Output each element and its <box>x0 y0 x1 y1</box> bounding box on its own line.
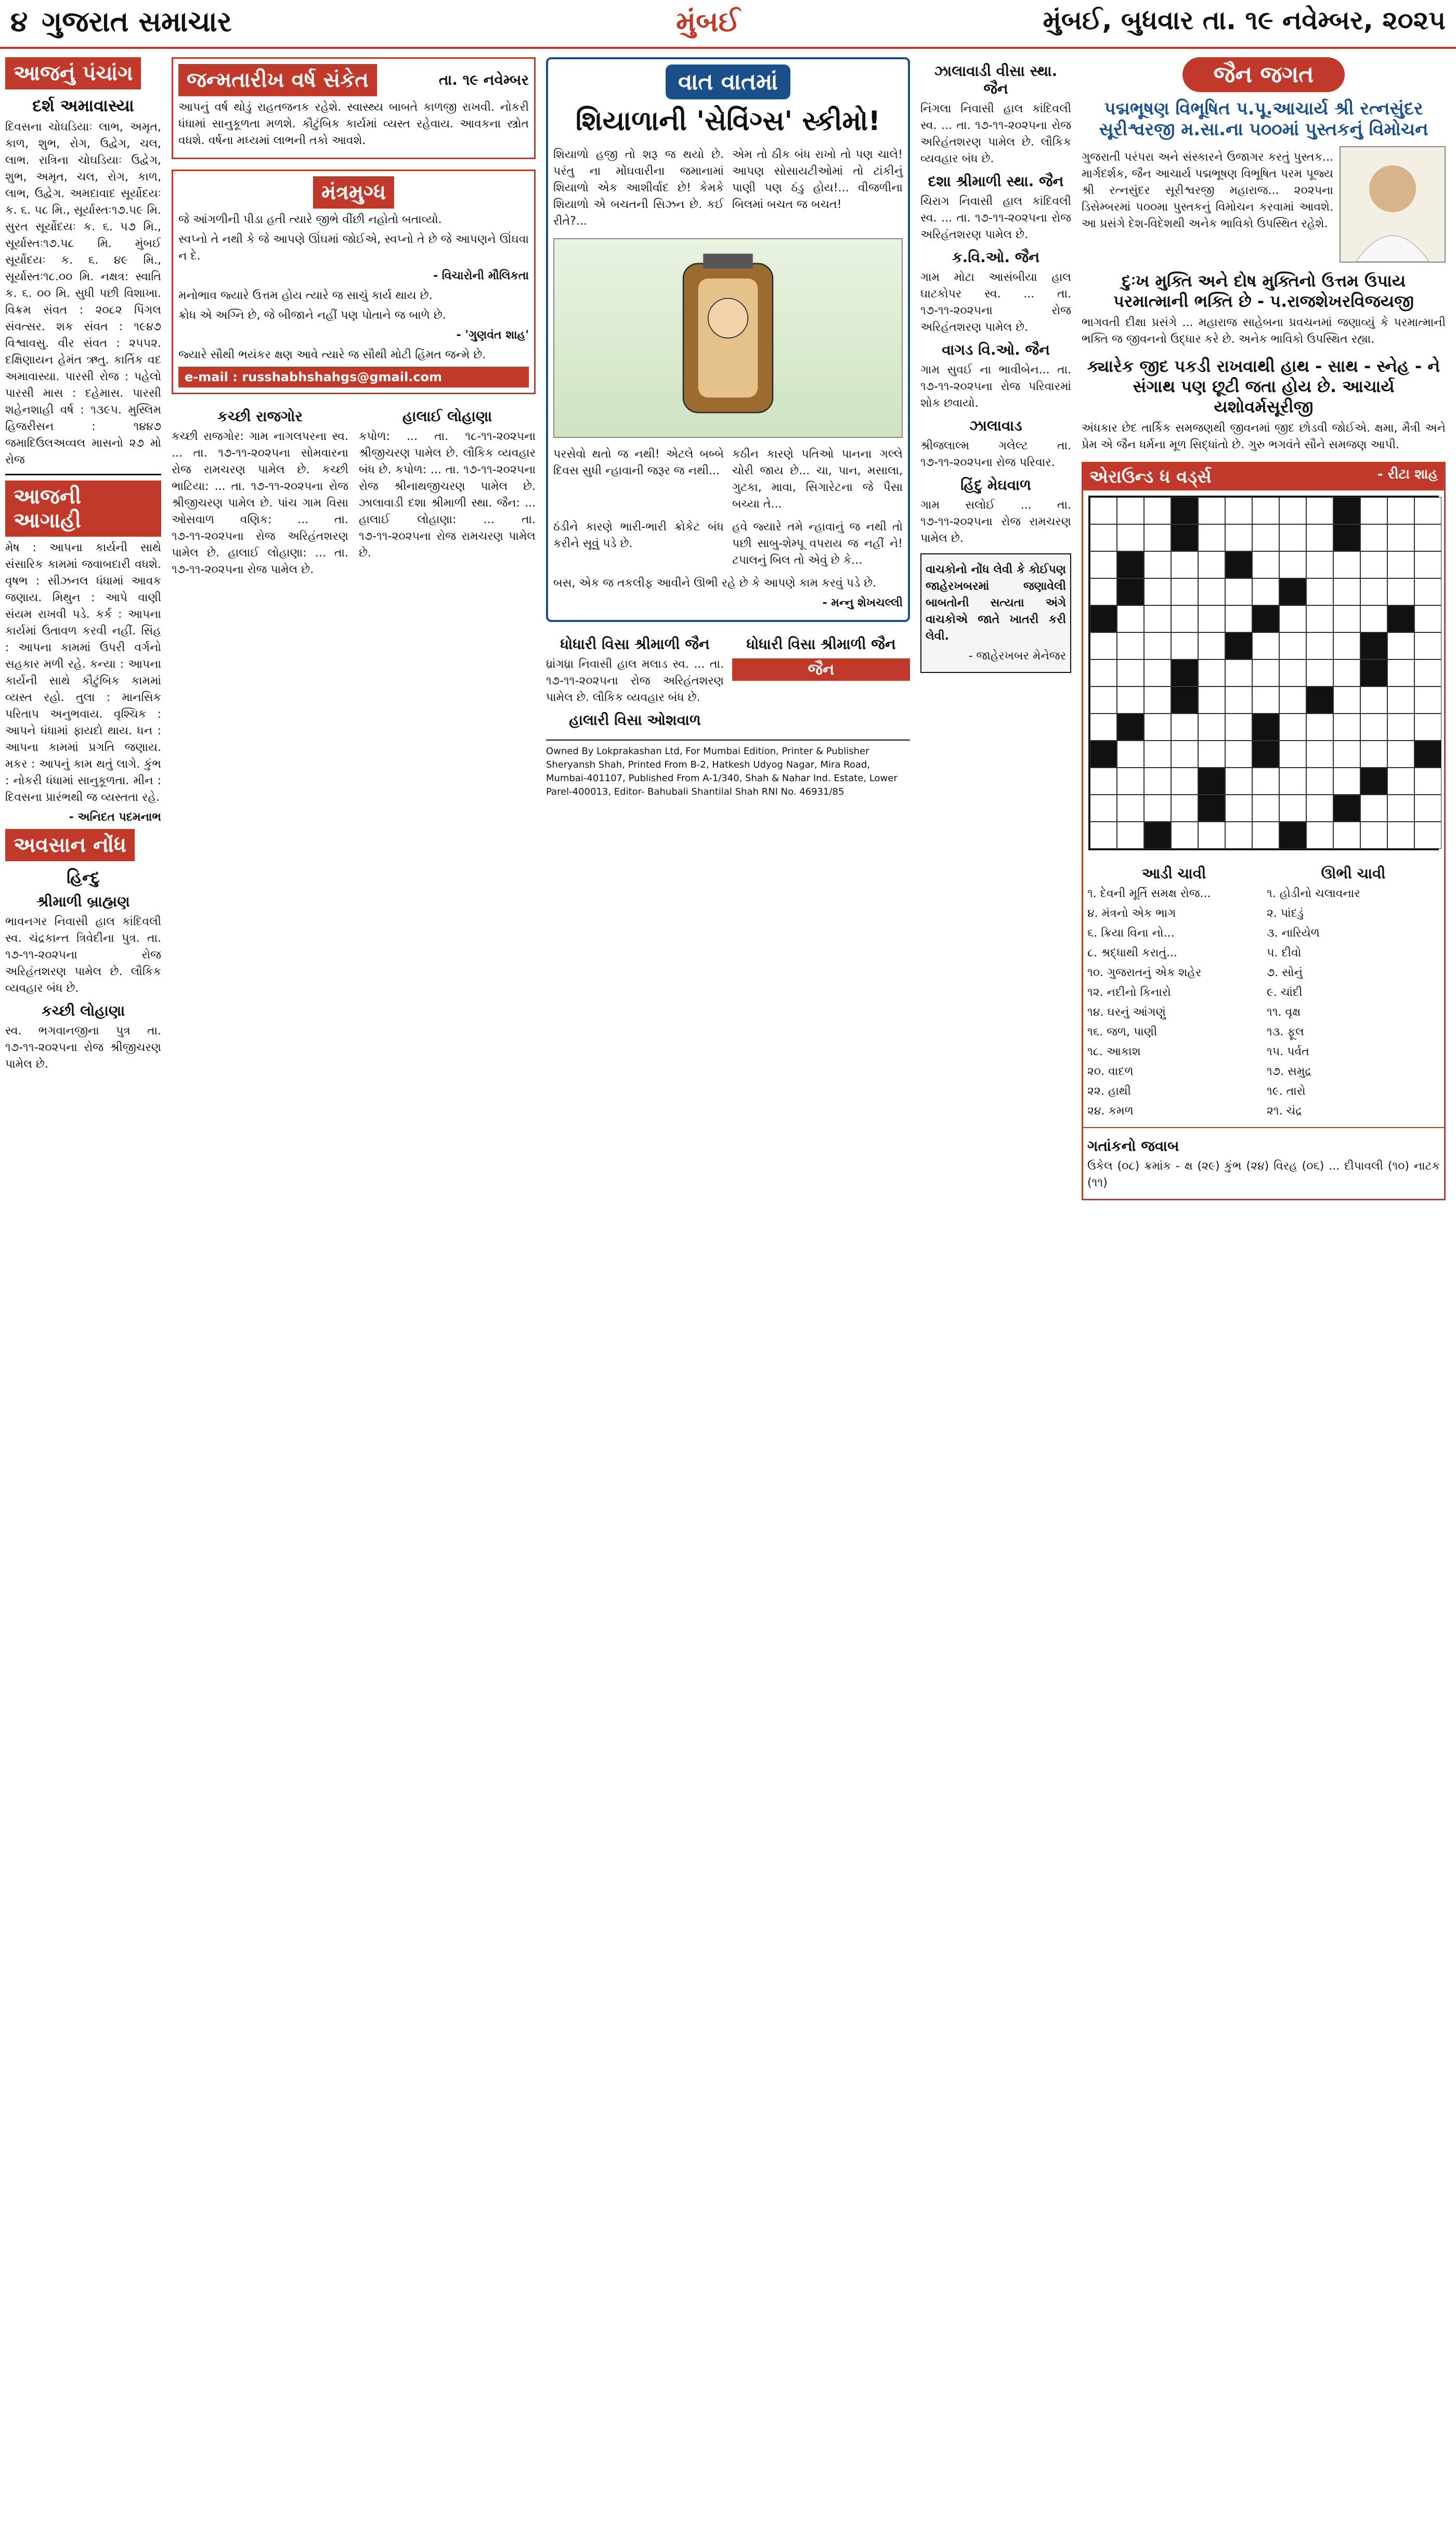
vimochan-headline: પદ્મભૂષણ વિભૂષિત પ.પૂ.આચાર્ય શ્રી રત્નસુંદર સૂરીશ્વરજી મ.સા.ના ૫૦૦માં પુસ્તકનું વિમોચન <box>1099 98 1428 140</box>
cartoon-caption: પરસેવો થતો જ નથી! એટલે બબ્બે દિવસ સુધી ન્હાવાની જરૂર જ નથી... <box>553 448 724 477</box>
crossword-cell <box>1171 497 1198 524</box>
crossword-cell[interactable] <box>1306 659 1333 686</box>
crossword-cell[interactable] <box>1090 795 1117 822</box>
crossword-box <box>1082 462 1446 1200</box>
crossword-cell[interactable] <box>1414 605 1441 632</box>
birthday-date: તા. ૧૯ નવેમ્બર <box>438 71 529 88</box>
agahi-title: આજની આગાહી <box>5 481 161 537</box>
crossword-cell[interactable] <box>1117 524 1144 551</box>
clue: ૭. સોનું <box>1267 966 1303 979</box>
crossword-cell[interactable] <box>1198 741 1225 768</box>
clue: ૧. દેવની મૂર્તિ સમક્ષ રોજ... <box>1087 887 1211 900</box>
obit-text: ગામ સુવઈ ના ભાવીબેન... તા. ૧૭-૧૧-૨૦૨૫ના રોજ પરિવારમાં શોક છવાયો. <box>920 364 1071 410</box>
deaths-head: કચ્છી રાજગોર <box>217 408 303 425</box>
crossword-cell[interactable] <box>1333 822 1360 849</box>
vat-author: - મન્નુ શેખચલ્લી <box>822 597 903 610</box>
agahi-text: મેષ : આપના કાર્યની સાથે સંસારિક કામમાં જવાબદારી વધશે. વૃષભ : સીઝનલ ધંધામાં આવક જણાય. મિથુન : આપે વાણી સંયમ રાખવી પડે. કર્ક : આપના કાર્યમાં ઉતાવળ કરવી નહીં. સિંહ : આપના કામમાં ઉપરી વર્ગનો સહકાર મળી રહે. કન્યા : આપના કાર્યની સાથે કૌટુંબિક કામમાં વ્યસ્ત રહો. તુલા : માનસિક પરિતાપ અનુભવાય. વૃશ્ચિક : આપને ધંધામાં ફાયદો થાય. ધન : આપના કામમાં પ્રગતિ જણાય. મકર : આપનું કામ થતું લાગે. કુંભ : નોકરી ધંધામાં સાનુકૂળતા. મીન : દિવસના પ્રારંભથી જ વ્યસ્તતા રહે. <box>5 541 161 804</box>
portrait-icon <box>1341 147 1445 262</box>
crossword-cell[interactable] <box>1090 686 1117 714</box>
crossword-cell[interactable] <box>1225 714 1252 741</box>
crossword-cell[interactable] <box>1144 578 1171 605</box>
vat-text: શિયાળો હજી તો શરૂ જ થયો છે. પરંતુ ના મોંઘવારીના જમાનામાં શિયાળો એક આશીર્વાદ છે! કેમકે શિયાળો એ બચતની સિઝન છે. કઈ રીતે?... <box>553 148 724 228</box>
crossword-cell[interactable] <box>1360 578 1387 605</box>
crossword-cell[interactable] <box>1225 524 1252 551</box>
crossword-cell[interactable] <box>1198 822 1225 849</box>
crossword-cell[interactable] <box>1333 686 1360 714</box>
obit-text: ગામ મોટા આસંબીયા હાલ ઘાટકોપર સ્વ. ... તા. ૧૭-૧૧-૨૦૨૫ના રોજ અરિહંતશરણ પામેલ છે. <box>920 271 1071 334</box>
crossword-cell[interactable] <box>1306 524 1333 551</box>
crossword-cell <box>1171 524 1198 551</box>
crossword-cell[interactable] <box>1117 768 1144 795</box>
crossword-cell[interactable] <box>1144 768 1171 795</box>
crossword-cell <box>1117 578 1144 605</box>
vimochan-text: ગુજરાતી પરંપરા અને સંસ્કારને ઉજાગર કરતું પુસ્તક... માર્ગદર્શક, જૈન આચાર્ય પદ્મભૂષણ વિભૂષિત પરમ પૂજ્ય શ્રી રત્નસુંદર સૂરીશ્વરજી મહારાજ... ૨૦૨૫ના ડિસેમ્બરમાં ૫૦૦મા પુસ્તકનું વિમોચન કરવામાં આવશે. આ પ્રસંગે દેશ-વિદેશથી અનેક ભાવિકો ઉપસ્થિત રહેશે. <box>1082 151 1333 230</box>
crossword-cell <box>1360 659 1387 686</box>
crossword-cell[interactable] <box>1279 605 1306 632</box>
crossword-cell[interactable] <box>1306 632 1333 659</box>
deaths-head: હાલાઈ લોહાણા <box>402 408 492 425</box>
obit-head: ધોધારી વિસા શ્રીમાળી જૈન <box>560 636 710 653</box>
crossword-cell <box>1225 632 1252 659</box>
crossword-cell <box>1306 686 1333 714</box>
crossword-cell[interactable] <box>1414 632 1441 659</box>
crossword-cell[interactable] <box>1090 822 1117 849</box>
crossword-cell[interactable] <box>1279 741 1306 768</box>
clue: ૧૫. પર્વત <box>1267 1045 1309 1058</box>
crossword-cell[interactable] <box>1306 822 1333 849</box>
crossword-cell[interactable] <box>1279 768 1306 795</box>
crossword-cell[interactable] <box>1144 605 1171 632</box>
crossword-cell[interactable] <box>1360 795 1387 822</box>
crossword-cell[interactable] <box>1414 578 1441 605</box>
vat-text: બસ, એક જ તકલીફ આવીને ઊભી રહે છે કે આપણે કામ કરવું પડે છે. <box>553 577 877 590</box>
crossword-cell[interactable] <box>1171 578 1198 605</box>
obit-text: શ્રીજલાલ્મ ગલેલ્ટ તા. ૧૭-૧૧-૨૦૨૫ના રોજ પરિવાર. <box>920 439 1071 469</box>
clue: ૧૦. ગુજરાતનું એક શહેર <box>1087 966 1202 979</box>
vat-text: એમ તો ઠીક બંધ રાખો તો પણ ચાલે! આપણ સોસાયટીઓમાં તો ટાંકીનું પાણી પણ ઠંડુ હોય!... વીજળીના બિલમાં બચત જ બચત! <box>732 148 903 211</box>
clue: ૨૨. હાથી <box>1087 1085 1132 1098</box>
crossword-cell[interactable] <box>1333 578 1360 605</box>
deaths-text: કપોળ: ... તા. ૧૮-૧૧-૨૦૨૫ના શ્રીજીચરણ પામેલ છે. લૌકિક વ્યવહાર બંધ છે. કપોળ: ... તા. ૧૭-૧૧-૨૦૨૫ના રોજ શ્રીનાથજીચરણ પામેલ છે. ઝાલાવાડી દશા શ્રીમાળી સ્થા. જૈન: ... હાલાઈ લોહાણા: ... તા. ૧૭-૧૧-૨૦૨૫ના રોજ રામચરણ પામેલ છે. <box>359 430 536 560</box>
mantra-line: જે આંગળીની પીડા હતી ત્યારે જીભે વીંછી નહોતો બતાવ્યો. <box>178 213 442 226</box>
crossword-cell[interactable] <box>1306 741 1333 768</box>
crossword-cell[interactable] <box>1198 686 1225 714</box>
clue: ૪. મંત્રનો એક ભાગ <box>1087 907 1176 920</box>
crossword-cell[interactable] <box>1387 551 1414 578</box>
crossword-cell[interactable] <box>1171 714 1198 741</box>
panchang-text: દિવસના ચોઘડિયાઃ લાભ, અમૃત, કાળ, શુભ, રોગ, ઉદ્વેગ, ચલ, લાભ. રાત્રિના ચોઘડિયાઃ ઉદ્વેગ, શુભ, અમૃત, ચલ, રોગ, કાળ, લાભ, ઉદ્વેગ. અમદાવાદ સૂર્યોદયઃ ક. ૬. ૫૮ મિ., સૂર્યાસ્તઃ૧૭.૫૯ મિ. સુરત સૂર્યોદયઃ ક. ૬. ૫૭ મિ., સૂર્યાસ્તઃ૧૭.૫૮ મિ. મુંબઈ સૂર્યોદયઃ ક. ૬. ૪૯ મિ., સૂર્યાસ્તઃ૧૮.૦૦ મિ. નક્ષત્ર: સ્વાતિ ક. ૬. ૦૦ મિ. સુધી પછી વિશાખા. વિક્રમ સંવત : ૨૦૮૨ પિંગલ સંવત્સર. શક સંવત : ૧૯૪૭ વિશ્વાવસુ. વીર સંવત : ૨૫૫૨. દક્ષિણાયન હેમંત ઋતુ. કાર્તિક વદ અમાવાસ્યા. પારસી રોજ : પહેલો પારસી માસ : દહેમાસ. પારસી શહેનશાહી વર્ષ : ૧૩૯૫. મુસ્લિમ હિજરીસન : ૧૪૪૭ જમાદિઉલઅવ્વલ માસનો ૨૭ મો રોજ <box>5 121 161 466</box>
vat-card <box>546 57 910 622</box>
obit-head: દશા શ્રીમાળી સ્થા. જૈન <box>928 173 1064 190</box>
clue: ૨૪. કમળ <box>1087 1105 1134 1118</box>
crossword-cell[interactable] <box>1090 714 1117 741</box>
crossword-cell[interactable] <box>1306 714 1333 741</box>
crossword-cell[interactable] <box>1117 632 1144 659</box>
birthday-text: આપનું વર્ષ થોડું રાહતજનક રહેશે. સ્વાસ્થ્ય બાબતે કાળજી રાખવી. નોકરી ધંધામાં સાનુકૂળતા મળશે. કૌટુંબિક કાર્યમાં વ્યસ્ત રહેવાય. આવકના સ્ત્રોત વધશે. વર્ષના મધ્યમાં લાભની તકો આવશે. <box>178 101 529 147</box>
clue: ૧૬. જળ, પાણી <box>1087 1026 1158 1039</box>
crossword-cell[interactable] <box>1171 768 1198 795</box>
crossword-cell[interactable] <box>1279 632 1306 659</box>
crossword-cell[interactable] <box>1414 497 1441 524</box>
crossword-cell[interactable] <box>1171 741 1198 768</box>
column-panchang <box>5 57 161 1076</box>
crossword-cell[interactable] <box>1252 795 1279 822</box>
crossword-cell[interactable] <box>1387 822 1414 849</box>
crossword-cell[interactable] <box>1333 714 1360 741</box>
crossword-cell <box>1198 795 1225 822</box>
clue: ૬. ક્રિયા વિના નો... <box>1087 927 1175 940</box>
crossword-cell[interactable] <box>1144 686 1171 714</box>
crossword-cell <box>1171 659 1198 686</box>
crossword-cell[interactable] <box>1225 795 1252 822</box>
crossword-cell[interactable] <box>1333 551 1360 578</box>
imprint: Owned By Lokprakashan Ltd, For Mumbai Edition, Printer & Publisher Sheryansh Shah, Printed From B-2, Hatkesh Udyog Nagar, Mira Road, Mumbai-401107, Published From A-1/340, Shah & Nahar Ind. Estate, Lower Parel-400013, Editor- Bahubali Shantilal Shah RNI No. 46931/85 <box>546 740 910 799</box>
crossword-grid[interactable] <box>1088 496 1439 850</box>
crossword-cell[interactable] <box>1414 714 1441 741</box>
edition-city: મુંબઈ <box>676 5 740 38</box>
acharya-photo <box>1340 146 1446 263</box>
crossword-cell[interactable] <box>1225 497 1252 524</box>
crossword-cell[interactable] <box>1090 578 1117 605</box>
cartoon-illustration <box>553 238 903 438</box>
crossword-cell[interactable] <box>1144 497 1171 524</box>
mantra-box <box>172 170 536 394</box>
crossword-cell <box>1414 741 1441 768</box>
crossword-cell[interactable] <box>1306 497 1333 524</box>
crossword-cell[interactable] <box>1144 714 1171 741</box>
crossword-cell[interactable] <box>1252 686 1279 714</box>
crossword-title: એરાઉન્ડ ધ વર્ડ્સ <box>1089 466 1212 487</box>
crossword-cell <box>1090 741 1117 768</box>
crossword-cell <box>1387 605 1414 632</box>
crossword-cell <box>1225 551 1252 578</box>
obit-head: ક.વિ.ઓ. જૈન <box>952 249 1040 266</box>
obit-head: હિંદુ મેઘવાળ <box>960 476 1031 494</box>
crossword-cell[interactable] <box>1252 524 1279 551</box>
crossword-cell[interactable] <box>1225 578 1252 605</box>
clue: ૧૭. સમુદ્ર <box>1267 1065 1312 1078</box>
clue: ૫. દીવો <box>1267 947 1302 960</box>
crossword-cell[interactable] <box>1171 632 1198 659</box>
column-vat <box>546 57 910 799</box>
crossword-cell[interactable] <box>1090 632 1117 659</box>
crossword-cell[interactable] <box>1117 741 1144 768</box>
column-jain-jagat <box>1082 57 1446 1200</box>
crossword-cell[interactable] <box>1090 524 1117 551</box>
panchang-title: આજનું પંચાંગ <box>5 57 141 89</box>
crossword-cell[interactable] <box>1333 659 1360 686</box>
obit-head: ઝાલાવાડી વીસા સ્થા. જૈન <box>934 62 1058 97</box>
crossword-cell[interactable] <box>1360 822 1387 849</box>
kyarek-headline: ક્યારેક જીદ પકડી રાખવાથી હાથ - સાથ - સ્નેહ - ને સંગાથ પણ છૂટી જતા હોય છે. આચાર્ય યશોવર્મસૂરીજી <box>1087 356 1440 417</box>
crossword-cell[interactable] <box>1387 524 1414 551</box>
crossword-cell[interactable] <box>1306 551 1333 578</box>
crossword-cell[interactable] <box>1306 768 1333 795</box>
crossword-cell[interactable] <box>1144 795 1171 822</box>
crossword-cell[interactable] <box>1333 605 1360 632</box>
mantra-line: જ્યારે સૌથી ભયંકર ક્ષણ આવે ત્યારે જ સૌથી મોટી હિંમત જન્મે છે. <box>178 348 486 361</box>
crossword-author: - રીટા શાહ <box>1377 466 1438 482</box>
newspaper-name: ગુજરાત સમાચાર <box>42 5 232 38</box>
crossword-cell[interactable] <box>1252 822 1279 849</box>
vat-text: ઠંડીને કારણે ભારી-ભારી ક્રોકેટ બંધ કરીને સૂવું પડે છે. <box>553 521 724 550</box>
crossword-cell[interactable] <box>1306 605 1333 632</box>
crossword-cell[interactable] <box>1333 632 1360 659</box>
crossword-cell[interactable] <box>1252 659 1279 686</box>
hindu-title: હિન્દુ <box>67 867 100 887</box>
crossword-cell[interactable] <box>1171 551 1198 578</box>
crossword-cell[interactable] <box>1279 659 1306 686</box>
crossword-cell[interactable] <box>1279 524 1306 551</box>
crossword-cell[interactable] <box>1090 768 1117 795</box>
down-title: ઊભી ચાવી <box>1321 865 1386 882</box>
crossword-cell[interactable] <box>1387 795 1414 822</box>
brahman-head: શ્રીમાળી બ્રાહ્મણ <box>36 893 130 910</box>
crossword-cell[interactable] <box>1090 551 1117 578</box>
mantra-credit: - 'ગુણવંત શાહ' <box>456 329 529 342</box>
crossword-cell[interactable] <box>1117 659 1144 686</box>
crossword-cell[interactable] <box>1414 795 1441 822</box>
mantra-email: e-mail : russhabhshahgs@gmail.com <box>178 367 529 387</box>
clue: ૧૩. ફૂલ <box>1267 1026 1304 1039</box>
crossword-cell[interactable] <box>1387 686 1414 714</box>
crossword-cell[interactable] <box>1306 795 1333 822</box>
mantra-title: મંત્રમુગ્ધ <box>313 176 394 209</box>
crossword-cell[interactable] <box>1225 659 1252 686</box>
crossword-cell[interactable] <box>1414 686 1441 714</box>
answer-text: ઉકેલ (૦૮) ક્રમાંક - ક્ષ (૨૯) કુંભ (૨૪) વિરહ (૦૬) ... દીપાવલી (૧૦) નાટક (૧૧) <box>1087 1160 1440 1189</box>
crossword-cell[interactable] <box>1387 578 1414 605</box>
clue: ૯. ચાંદી <box>1267 986 1303 999</box>
mantra-line: સ્વપ્નો તે નથી કે જે આપણે ઊંઘમાં જોઈએ, સ્વપ્નો તે છે જે આપણને ઊંઘવા ન દે. <box>178 233 529 263</box>
masthead <box>0 0 1456 49</box>
clue: ૧૮. આકાશ <box>1087 1045 1141 1058</box>
answer-label: ગતાંકનો જવાબ <box>1087 1137 1179 1155</box>
crossword-cell <box>1360 632 1387 659</box>
lohana-head: કચ્છી લોહાણા <box>41 1002 125 1019</box>
birthday-box <box>172 57 536 159</box>
crossword-cell <box>1252 605 1279 632</box>
vat-text: હવે જ્યારે તમે ન્હાવાનું જ નથી તો પછી સાબુ-શેમ્પૂ વપરાય જ નહીં ને! ટપાલનું બિલ તો એવું છે કે... <box>732 521 903 567</box>
clue: ૧. હોડીનો ચલાવનાર <box>1267 887 1360 900</box>
crossword-cell[interactable] <box>1279 714 1306 741</box>
note-text: વાચકોનો નોંધ લેવી કે કોઈપણ જાહેરખબરમાં જણાવેલી બાબતોની સત્યતા અંગે વાચકોએ જાતે ખાતરી કરી લેવી. <box>926 563 1066 643</box>
crossword-cell <box>1333 795 1360 822</box>
clue: ૩. નારિયેળ <box>1267 927 1320 940</box>
crossword-cell <box>1198 768 1225 795</box>
crossword-cell[interactable] <box>1117 822 1144 849</box>
vat-text: કઠીન કારણે પતિઓ પાનના ગલ્લે ચોરી જાય છે... ચા, પાન, મસાલા, ગુટકા, માવા, સિગારેટના જે પૈસા બચ્યા તે... <box>732 448 903 511</box>
crossword-cell <box>1279 578 1306 605</box>
clue: ૨૦. વાદળ <box>1087 1065 1134 1078</box>
crossword-cell[interactable] <box>1333 768 1360 795</box>
crossword-cell[interactable] <box>1306 578 1333 605</box>
crossword-cell[interactable] <box>1279 551 1306 578</box>
crossword-cell[interactable] <box>1360 686 1387 714</box>
clue: ૮. શ્રદ્ધાથી કરાતું... <box>1087 947 1177 960</box>
crossword-cell <box>1117 714 1144 741</box>
reader-note <box>920 553 1071 673</box>
crossword-cell[interactable] <box>1144 524 1171 551</box>
crossword-cell[interactable] <box>1414 659 1441 686</box>
jain-jagat-title: જૈન જગત <box>1182 57 1345 92</box>
crossword-cell[interactable] <box>1117 605 1144 632</box>
obit-head: વાગડ વિ.ઓ. જૈન <box>942 341 1050 358</box>
crossword-cell[interactable] <box>1387 497 1414 524</box>
note-author: - જાહેરખબર મેનેજર <box>968 650 1066 663</box>
mantra-line: ક્રોધ એ અગ્નિ છે, જે બીજાને નહીં પણ પોતાને જ બાળે છે. <box>178 309 446 322</box>
crossword-cell[interactable] <box>1198 551 1225 578</box>
crossword-cell[interactable] <box>1198 605 1225 632</box>
divider <box>5 474 161 475</box>
crossword-cell <box>1333 524 1360 551</box>
crossword-cell[interactable] <box>1117 686 1144 714</box>
clue: ૨૧. ચંદ્ર <box>1267 1105 1303 1118</box>
crossword-cell[interactable] <box>1279 795 1306 822</box>
edition-date: મુંબઈ, બુધવાર તા. ૧૯ નવેમ્બર, ૨૦૨૫ <box>1043 5 1446 35</box>
obit-text: ચિરાગ નિવાસી હાલ કાંદિવલી સ્વ. ... તા. ૧૭-૧૧-૨૦૨૫ના રોજ અરિહંતશરણ પામેલ છે. <box>920 195 1071 241</box>
jain-band: જૈન <box>732 658 910 681</box>
crossword-cell[interactable] <box>1252 632 1279 659</box>
mantra-credit: - વિચારોની મૌલિકતા <box>433 269 529 282</box>
crossword-cell[interactable] <box>1279 686 1306 714</box>
agahi-author: - અનિદત પદમનાભ <box>69 811 161 824</box>
crossword-cell[interactable] <box>1360 741 1387 768</box>
clue: ૨. પાંદડું <box>1267 907 1304 920</box>
deaths-text: કચ્છી રાજગોર: ગામ નાગલપરના સ્વ. ... તા. ૧૭-૧૧-૨૦૨૫ના સોમવારના રોજ રામચરણ પામેલ છે. કચ્છી ભાટિયા: ... તા. ૧૭-૧૧-૨૦૨૫ના રોજ શ્રીજીચરણ પામેલ છે. પાંચ ગામ વિસા ઓસવાળ વણિક: ... તા. ૧૭-૧૧-૨૦૨૫ના રોજ અરિહંતશરણ પામેલ છે. હાલાઈ લોહાણા: ... તા. ૧૭-૧૧-૨૦૨૫ના રોજ પામેલ છે. <box>172 430 348 576</box>
crossword-cell[interactable] <box>1414 551 1441 578</box>
crossword-cell[interactable] <box>1252 497 1279 524</box>
crossword-cell[interactable] <box>1387 714 1414 741</box>
crossword-cell[interactable] <box>1225 686 1252 714</box>
avsan-title: અવસાન નોંધ <box>5 829 135 861</box>
crossword-cell[interactable] <box>1198 578 1225 605</box>
crossword-cell[interactable] <box>1198 632 1225 659</box>
crossword-cell[interactable] <box>1225 605 1252 632</box>
crossword-cell[interactable] <box>1414 524 1441 551</box>
crossword-cell <box>1144 822 1171 849</box>
column-birthday <box>172 57 536 581</box>
obit-head: હાલારી વિસા ઓશવાળ <box>569 711 701 729</box>
clue: ૧૪. ઘરનું આંગણું <box>1087 1006 1166 1019</box>
crossword-cell[interactable] <box>1414 822 1441 849</box>
crossword-cell[interactable] <box>1090 497 1117 524</box>
crossword-cell[interactable] <box>1414 768 1441 795</box>
obit-text: ધ્રાંગધ્રા નિવાસી હાલ મલાડ સ્વ. ... તા. ૧૭-૧૧-૨૦૨૫ના રોજ અરિહંતશરણ પામેલ છે. લૌકિક વ્યવહાર બંધ છે. <box>546 658 724 704</box>
crossword-cell[interactable] <box>1144 741 1171 768</box>
obit-text: ગામ સલોઈ ... તા. ૧૭-૧૧-૨૦૨૫ના રોજ રામચરણ પામેલ છે. <box>920 499 1071 545</box>
dukh-text: ભાગવતી દીક્ષા પ્રસંગે ... મહારાજ સાહેબના પ્રવચનમાં જણાવ્યું કે પરમાત્માની ભક્તિ જ જીવનનો ઉદ્ધાર કરે છે. અનેક ભાવિકો ઉપસ્થિત રહ્યા. <box>1082 316 1446 346</box>
crossword-cell <box>1360 768 1387 795</box>
column-obituaries <box>920 57 1071 673</box>
crossword-cell[interactable] <box>1387 768 1414 795</box>
crossword-cell[interactable] <box>1225 741 1252 768</box>
crossword-cell <box>1090 605 1117 632</box>
across-title: આડી ચાવી <box>1141 865 1206 882</box>
mantra-line: મનોભાવ જ્યારે ઉત્તમ હોય ત્યારે જ સાચું કાર્ય થાય છે. <box>178 289 433 302</box>
crossword-cell[interactable] <box>1252 578 1279 605</box>
obit-head: ધોધારી વિસા શ્રીમાળી જૈન <box>746 636 896 653</box>
crossword-cell[interactable] <box>1360 497 1387 524</box>
crossword-cell[interactable] <box>1144 551 1171 578</box>
crossword-cell[interactable] <box>1360 524 1387 551</box>
vat-headline: શિયાળાની 'સેવિંગ્સ' સ્કીમો! <box>575 106 881 137</box>
obit-text: નિંગલા નિવાસી હાલ કાંદિવલી સ્વ. ... તા. ૧૭-૧૧-૨૦૨૫ના રોજ અરિહંતશરણ પામેલ છે. લૌકિક વ્યવહાર બંધ છે. <box>920 102 1071 165</box>
crossword-cell[interactable] <box>1144 632 1171 659</box>
birthday-title: જન્મતારીખ વર્ષ સંકેત <box>178 64 377 96</box>
crossword-cell[interactable] <box>1117 497 1144 524</box>
crossword-cell <box>1252 741 1279 768</box>
crossword-cell[interactable] <box>1198 524 1225 551</box>
crossword-cell <box>1333 497 1360 524</box>
crossword-cell <box>1252 714 1279 741</box>
obit-head: ઝાલાવાડ <box>969 417 1022 434</box>
crossword-cell[interactable] <box>1333 741 1360 768</box>
crossword-cell <box>1117 551 1144 578</box>
crossword-cell <box>1171 686 1198 714</box>
clue: ૧૨. નદીનો કિનારો <box>1087 986 1171 999</box>
crossword-cell[interactable] <box>1360 714 1387 741</box>
dukh-headline: દુઃખ મુક્તિ અને દોષ મુક્તિનો ઉત્તમ ઉપાય પરમાત્માની ભક્તિ છે - પ.રાજશેખરવિજયજી <box>1113 271 1414 311</box>
clue: ૧૯. તારો <box>1267 1085 1306 1098</box>
crossword-cell[interactable] <box>1144 659 1171 686</box>
page-number: ૪ <box>10 5 28 38</box>
crossword-cell[interactable] <box>1171 822 1198 849</box>
crossword-cell[interactable] <box>1360 605 1387 632</box>
crossword-cell[interactable] <box>1252 551 1279 578</box>
crossword-cell[interactable] <box>1225 822 1252 849</box>
crossword-cell[interactable] <box>1171 795 1198 822</box>
crossword-cell[interactable] <box>1360 551 1387 578</box>
vat-title: વાત વાતમાં <box>666 64 790 99</box>
cartoon-art <box>554 239 902 437</box>
kyarek-text: અંધકાર છેદ તાર્કિક સમજણથી જીવનમાં જીદ છોડવી જોઈએ. ક્ષમા, મૈત્રી અને પ્રેમ એ જૈન ધર્મના મૂળ સિદ્ધાંતો છે. ગુરુ ભગવંતે સૌને સમજણ આપી. <box>1082 422 1446 451</box>
crossword-cell[interactable] <box>1252 768 1279 795</box>
crossword-cell[interactable] <box>1171 605 1198 632</box>
crossword-cell[interactable] <box>1198 497 1225 524</box>
clue: ૧૧. વૃક્ષ <box>1267 1006 1301 1019</box>
lohana-text: સ્વ. ભગવાનજીના પુત્ર તા. ૧૭-૧૧-૨૦૨૫ના રોજ શ્રીજીચરણ પામેલ છે. <box>5 1025 161 1071</box>
crossword-cell[interactable] <box>1117 795 1144 822</box>
crossword-cell[interactable] <box>1279 497 1306 524</box>
crossword-cell[interactable] <box>1225 768 1252 795</box>
crossword-cell <box>1279 822 1306 849</box>
panchang-heading: દર્શ અમાવાસ્યા <box>32 96 134 115</box>
crossword-cell[interactable] <box>1090 659 1117 686</box>
crossword-cell[interactable] <box>1387 741 1414 768</box>
crossword-cell[interactable] <box>1198 659 1225 686</box>
crossword-cell[interactable] <box>1387 659 1414 686</box>
brahman-text: ભાવનગર નિવાસી હાલ કાંદિવલી સ્વ. ચંદ્રકાન્ત ત્રિવેદીના પુત્ર. તા. ૧૭-૧૧-૨૦૨૫ના રોજ અરિહંતશરણ પામેલ છે. લૌકિક વ્યવહાર બંધ છે. <box>5 915 161 995</box>
crossword-cell[interactable] <box>1387 632 1414 659</box>
crossword-cell[interactable] <box>1198 714 1225 741</box>
